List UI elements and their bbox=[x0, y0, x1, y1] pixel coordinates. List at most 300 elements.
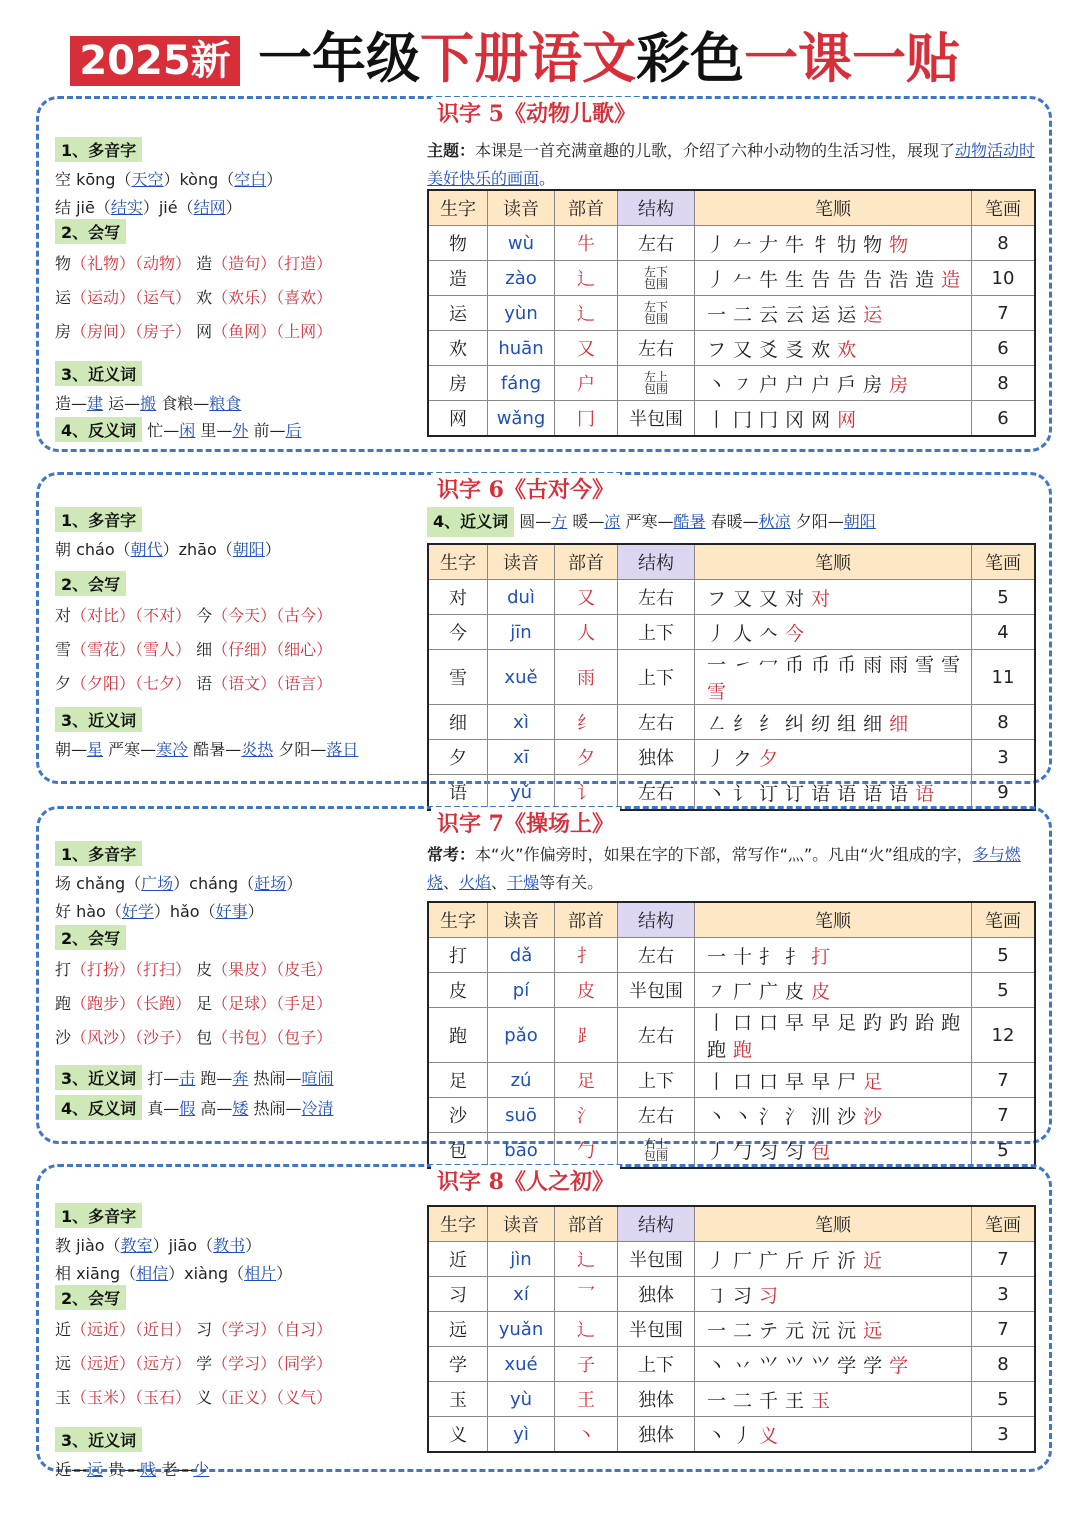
word: 夕阳— bbox=[795, 512, 844, 531]
stroke-step: 丨 bbox=[707, 408, 734, 431]
write-word: （手足） bbox=[276, 994, 333, 1013]
cell-radical: 辶 bbox=[555, 1312, 618, 1347]
cell-char: 雪 bbox=[428, 650, 488, 705]
stroke-step: ㇜ bbox=[707, 712, 734, 735]
poly-char: 空 kōng（ bbox=[55, 170, 132, 189]
stroke-step: 二 bbox=[733, 1389, 760, 1412]
stroke-step: 云 bbox=[785, 303, 812, 326]
poly-word: 结实 bbox=[110, 198, 143, 217]
write-word: （造句） bbox=[212, 254, 277, 273]
table-header: 部首 bbox=[555, 1206, 618, 1242]
poly-close: ） bbox=[225, 198, 242, 217]
polyphone-label: 1、多音字 bbox=[55, 841, 142, 866]
stroke-step: 一 bbox=[707, 1389, 734, 1412]
stroke-step: 订 bbox=[785, 782, 812, 805]
stroke-step: 皮 bbox=[785, 980, 812, 1003]
stroke-step: フ bbox=[707, 587, 734, 610]
stroke-step: 语 bbox=[811, 782, 838, 805]
stroke-step: 口 bbox=[759, 1070, 786, 1093]
stroke-step: 户 bbox=[811, 373, 838, 396]
cell-char: 足 bbox=[428, 1063, 488, 1098]
word: 酷暑— bbox=[193, 740, 242, 759]
antonym-label: 4、反义词 bbox=[55, 1095, 142, 1120]
stroke-step: 沅 bbox=[837, 1319, 864, 1342]
stroke-step: 丶 bbox=[707, 373, 734, 396]
stroke-step: 纟 bbox=[759, 712, 786, 735]
lesson-notes bbox=[51, 809, 426, 1141]
cell-pinyin: xuě bbox=[488, 650, 555, 705]
write-word: （果皮） bbox=[212, 960, 277, 979]
word-link: 闲 bbox=[179, 421, 196, 440]
write-word: （古今） bbox=[276, 606, 333, 625]
stroke-step: 学 bbox=[889, 1354, 916, 1377]
cell-stroke-order bbox=[695, 1008, 972, 1063]
word-link: 后 bbox=[285, 421, 302, 440]
polyphone-label: 1、多音字 bbox=[55, 507, 142, 532]
cell-pinyin: zào bbox=[488, 261, 555, 296]
polyphone-row bbox=[55, 871, 302, 894]
poly-close: ） bbox=[276, 1264, 293, 1283]
cell-pinyin: yùn bbox=[488, 296, 555, 331]
cell-stroke-order bbox=[695, 226, 972, 261]
write-block bbox=[55, 219, 126, 244]
cell-structure: 左右 bbox=[618, 775, 695, 811]
cell-char: 运 bbox=[428, 296, 488, 331]
cell-stroke-order bbox=[695, 705, 972, 740]
cell-structure: 独体 bbox=[618, 1417, 695, 1453]
word-link: 外 bbox=[232, 421, 249, 440]
stroke-step: 打 bbox=[811, 945, 838, 968]
synonym2-label: 4、近义词 bbox=[427, 507, 514, 537]
stroke-step: 跑 bbox=[941, 1012, 968, 1034]
cell-stroke-count: 10 bbox=[972, 261, 1036, 296]
table-header: 生字 bbox=[428, 544, 488, 580]
cell-stroke-order bbox=[695, 1098, 972, 1133]
word: 贵— bbox=[108, 1460, 141, 1479]
write-row bbox=[55, 603, 332, 626]
write-word: （不对） bbox=[135, 606, 192, 625]
structure-line: 包围 bbox=[643, 312, 668, 326]
stroke-step: 丶 bbox=[733, 1105, 760, 1128]
cell-structure: 半包围 bbox=[618, 401, 695, 437]
cell-stroke-order bbox=[695, 331, 972, 366]
cell-stroke-count: 8 bbox=[972, 366, 1036, 401]
cell-pinyin: yǔ bbox=[488, 775, 555, 811]
stroke-step: 告 bbox=[837, 268, 864, 291]
stroke-step: 细 bbox=[863, 712, 890, 735]
cell-stroke-count: 4 bbox=[972, 615, 1036, 650]
write-word: （沙子） bbox=[135, 1028, 192, 1047]
write-word: （打扮） bbox=[71, 960, 136, 979]
write-word: （运动） bbox=[71, 288, 136, 307]
table-header: 笔画 bbox=[972, 544, 1036, 580]
cell-pinyin: suō bbox=[488, 1098, 555, 1133]
cell-stroke-count: 7 bbox=[972, 1063, 1036, 1098]
stroke-step: 沙 bbox=[837, 1105, 864, 1128]
word: 春暖— bbox=[710, 512, 759, 531]
write-char: 跑 bbox=[55, 994, 72, 1013]
stroke-step: 运 bbox=[863, 303, 890, 326]
write-char: 今 bbox=[191, 606, 213, 625]
cell-stroke-count: 8 bbox=[972, 1347, 1036, 1382]
cell-char: 玉 bbox=[428, 1382, 488, 1417]
polyphone-block bbox=[55, 841, 142, 866]
write-word: （包子） bbox=[276, 1028, 333, 1047]
stroke-step: 扌 bbox=[759, 945, 786, 968]
lesson-title: 识字 5《动物儿歌》 bbox=[431, 97, 642, 128]
stroke-step: 丶 bbox=[707, 1354, 734, 1377]
write-label: 2、会写 bbox=[55, 1285, 126, 1310]
table-row bbox=[428, 331, 1035, 366]
stroke-step: 丿 bbox=[707, 622, 734, 645]
cell-pinyin: jīn bbox=[488, 615, 555, 650]
polyphone-row bbox=[55, 1233, 261, 1256]
polyphone-label: 1、多音字 bbox=[55, 1203, 142, 1228]
word: 朝— bbox=[55, 740, 88, 759]
poly-close: ） bbox=[264, 540, 281, 559]
cell-stroke-count: 11 bbox=[972, 650, 1036, 705]
stroke-step: 厂 bbox=[733, 980, 760, 1003]
cell-pinyin: zú bbox=[488, 1063, 555, 1098]
write-char: 造 bbox=[191, 254, 213, 273]
write-char: 网 bbox=[191, 322, 213, 341]
table-row bbox=[428, 296, 1035, 331]
stroke-step: 跑 bbox=[707, 1039, 734, 1061]
poly-word: 教室 bbox=[120, 1236, 153, 1255]
cell-char: 物 bbox=[428, 226, 488, 261]
word-link: 星 bbox=[87, 740, 104, 759]
write-word: （打扫） bbox=[135, 960, 192, 979]
stroke-step: 物 bbox=[863, 233, 890, 256]
cell-structure bbox=[618, 296, 695, 331]
poly-reading: ）jié（ bbox=[142, 198, 194, 217]
cell-stroke-order bbox=[695, 401, 972, 437]
poly-char: 朝 cháo（ bbox=[55, 540, 131, 559]
table-header: 结构 bbox=[618, 544, 695, 580]
stroke-step: 告 bbox=[863, 268, 890, 291]
synonym-block bbox=[55, 1065, 334, 1090]
note-label: 常考： bbox=[427, 845, 476, 864]
polyphone-label: 1、多音字 bbox=[55, 137, 142, 162]
cell-stroke-count: 7 bbox=[972, 296, 1036, 331]
cell-stroke-order bbox=[695, 261, 972, 296]
cell-stroke-order bbox=[695, 938, 972, 973]
write-char: 学 bbox=[191, 1354, 213, 1373]
poly-word: 朝阳 bbox=[232, 540, 265, 559]
cell-structure: 左右 bbox=[618, 938, 695, 973]
cell-pinyin: xī bbox=[488, 740, 555, 775]
table-header: 读音 bbox=[488, 1206, 555, 1242]
word-link: 粮食 bbox=[209, 394, 242, 413]
write-char: 义 bbox=[191, 1388, 213, 1407]
stroke-step: 包 bbox=[811, 1140, 838, 1163]
stroke-step: 十 bbox=[733, 945, 760, 968]
stroke-step: ㇆ bbox=[707, 1284, 734, 1307]
write-word: （同学） bbox=[276, 1354, 333, 1373]
cell-pinyin: wù bbox=[488, 226, 555, 261]
write-word: （正义） bbox=[212, 1388, 277, 1407]
word: 严寒— bbox=[625, 512, 674, 531]
table-row bbox=[428, 226, 1035, 261]
stroke-step: 组 bbox=[837, 712, 864, 735]
cell-char: 夕 bbox=[428, 740, 488, 775]
write-word: （房子） bbox=[135, 322, 192, 341]
write-label: 2、会写 bbox=[55, 219, 126, 244]
cell-radical: 王 bbox=[555, 1382, 618, 1417]
cell-char: 网 bbox=[428, 401, 488, 437]
stroke-step: 二 bbox=[733, 303, 760, 326]
cell-char: 远 bbox=[428, 1312, 488, 1347]
word-link: 方 bbox=[551, 512, 568, 531]
stroke-step: 浩 bbox=[889, 268, 916, 291]
write-word: （义气） bbox=[276, 1388, 333, 1407]
stroke-step: 冖 bbox=[759, 654, 786, 676]
cell-stroke-count: 7 bbox=[972, 1098, 1036, 1133]
cell-stroke-count: 9 bbox=[972, 775, 1036, 811]
stroke-step: 户 bbox=[785, 373, 812, 396]
stroke-step: 匀 bbox=[785, 1140, 812, 1163]
stroke-step: 云 bbox=[759, 303, 786, 326]
table-header: 结构 bbox=[618, 1206, 695, 1242]
stroke-step: 雪 bbox=[941, 654, 968, 676]
stroke-step: 丨 bbox=[707, 1012, 734, 1034]
word: 运— bbox=[108, 394, 141, 413]
synonym-row bbox=[55, 737, 358, 760]
cell-char: 细 bbox=[428, 705, 488, 740]
write-word: （书包） bbox=[212, 1028, 277, 1047]
write-word: （学习） bbox=[212, 1320, 277, 1339]
cell-pinyin: yù bbox=[488, 1382, 555, 1417]
poly-word: 结网 bbox=[193, 198, 226, 217]
cell-stroke-order bbox=[695, 366, 972, 401]
note-link: 火焰 bbox=[459, 873, 492, 892]
cell-stroke-order bbox=[695, 1417, 972, 1453]
stroke-step: 𠂉 bbox=[733, 268, 760, 291]
structure-line: 包围 bbox=[643, 277, 668, 291]
cell-stroke-count: 7 bbox=[972, 1242, 1036, 1277]
cell-radical: ⻊ bbox=[555, 1008, 618, 1063]
note-link: 多与燃烧 bbox=[427, 845, 1021, 892]
table-row bbox=[428, 1133, 1035, 1169]
word-link: 奔 bbox=[232, 1069, 249, 1088]
table-header: 笔顺 bbox=[695, 1206, 972, 1242]
table-row bbox=[428, 775, 1035, 811]
write-word: （运气） bbox=[135, 288, 192, 307]
poly-char: 场 chǎng（ bbox=[55, 874, 142, 893]
stroke-step: 广 bbox=[759, 980, 786, 1003]
poly-reading: ）cháng（ bbox=[173, 874, 255, 893]
write-word: （雪花） bbox=[71, 640, 136, 659]
write-row bbox=[55, 957, 332, 980]
stroke-step: 爻 bbox=[759, 338, 786, 361]
table-row bbox=[428, 650, 1035, 705]
stroke-step: 雨 bbox=[889, 654, 916, 676]
stroke-step: 币 bbox=[811, 654, 838, 676]
stroke-step: 沙 bbox=[863, 1105, 890, 1128]
table-row bbox=[428, 1417, 1035, 1453]
table-row bbox=[428, 1098, 1035, 1133]
lesson-section bbox=[36, 1164, 1052, 1479]
write-char: 包 bbox=[191, 1028, 213, 1047]
cell-structure: 独体 bbox=[618, 1277, 695, 1312]
stroke-step: 早 bbox=[785, 1012, 812, 1034]
cell-stroke-count: 8 bbox=[972, 705, 1036, 740]
stroke-table bbox=[427, 901, 1036, 1169]
stroke-step: 房 bbox=[889, 373, 916, 396]
cell-pinyin: pǎo bbox=[488, 1008, 555, 1063]
stroke-step: 对 bbox=[811, 587, 838, 610]
table-row bbox=[428, 1312, 1035, 1347]
cell-structure: 左右 bbox=[618, 226, 695, 261]
note-text: 本“火”作偏旁时，如果在字的下部，常写作“灬”。凡由“火”组成的字， bbox=[475, 845, 973, 864]
stroke-step: 一 bbox=[707, 303, 734, 326]
stroke-step: ⺍ bbox=[759, 1354, 786, 1377]
table-header: 读音 bbox=[488, 544, 555, 580]
stroke-step: 雪 bbox=[915, 654, 942, 676]
stroke-step: 冂 bbox=[759, 408, 786, 431]
word-link: 冷清 bbox=[301, 1099, 334, 1118]
page-title bbox=[258, 24, 960, 92]
stroke-step: 语 bbox=[915, 782, 942, 805]
cell-pinyin: bāo bbox=[488, 1133, 555, 1169]
cell-stroke-order bbox=[695, 650, 972, 705]
stroke-step: 雪 bbox=[707, 681, 734, 703]
stroke-step: 订 bbox=[759, 782, 786, 805]
note-end: 。 bbox=[539, 169, 556, 188]
cell-structure: 左右 bbox=[618, 1098, 695, 1133]
stroke-step: ㇇ bbox=[707, 980, 734, 1003]
table-row bbox=[428, 401, 1035, 437]
stroke-step: 冈 bbox=[785, 408, 812, 431]
write-word: （玉石） bbox=[135, 1388, 192, 1407]
stroke-step: 欢 bbox=[811, 338, 838, 361]
poly-char: 结 jiē（ bbox=[55, 198, 111, 217]
write-word: （房间） bbox=[71, 322, 136, 341]
poly-char: 相 xiāng（ bbox=[55, 1264, 137, 1283]
write-row bbox=[55, 1025, 332, 1048]
poly-word: 赶场 bbox=[254, 874, 287, 893]
write-word: （长跑） bbox=[135, 994, 192, 1013]
poly-word: 天空 bbox=[131, 170, 164, 189]
cell-pinyin: wǎng bbox=[488, 401, 555, 437]
cell-pinyin: xué bbox=[488, 1347, 555, 1382]
cell-stroke-count: 6 bbox=[972, 401, 1036, 437]
word-link: 假 bbox=[179, 1099, 196, 1118]
stroke-step: 雨 bbox=[863, 654, 890, 676]
word: 里— bbox=[200, 421, 233, 440]
stroke-step: 告 bbox=[811, 268, 838, 291]
stroke-step: 足 bbox=[863, 1070, 890, 1093]
stroke-step: 房 bbox=[863, 373, 890, 396]
table-row bbox=[428, 1382, 1035, 1417]
write-word: （雪人） bbox=[135, 640, 192, 659]
stroke-step: 早 bbox=[811, 1012, 838, 1034]
cell-radical: 皮 bbox=[555, 973, 618, 1008]
cell-structure bbox=[618, 261, 695, 296]
stroke-step: 运 bbox=[837, 303, 864, 326]
table-header: 读音 bbox=[488, 190, 555, 226]
structure-line: 包围 bbox=[643, 382, 668, 396]
lesson-section bbox=[36, 472, 1052, 805]
polyphone-row bbox=[55, 167, 282, 190]
write-char: 夕 bbox=[55, 674, 72, 693]
cell-pinyin: jìn bbox=[488, 1242, 555, 1277]
write-row bbox=[55, 1317, 332, 1340]
stroke-step: 早 bbox=[811, 1070, 838, 1093]
stroke-step: 尸 bbox=[837, 1070, 864, 1093]
table-header: 生字 bbox=[428, 902, 488, 938]
stroke-step: 皮 bbox=[811, 980, 838, 1003]
stroke-step: 币 bbox=[785, 654, 812, 676]
table-row bbox=[428, 1277, 1035, 1312]
write-char: 足 bbox=[191, 994, 213, 1013]
write-word: （语文） bbox=[212, 674, 277, 693]
cell-stroke-count: 8 bbox=[972, 226, 1036, 261]
word: 前— bbox=[253, 421, 286, 440]
cell-stroke-count: 3 bbox=[972, 740, 1036, 775]
stroke-step: 𠆢 bbox=[759, 622, 786, 645]
table-header: 生字 bbox=[428, 1206, 488, 1242]
poly-close: ） bbox=[245, 1236, 262, 1255]
cell-radical: 子 bbox=[555, 1347, 618, 1382]
write-char: 玉 bbox=[55, 1388, 72, 1407]
stroke-step: 广 bbox=[759, 1249, 786, 1272]
stroke-step: 语 bbox=[863, 782, 890, 805]
structure-line: 左下 bbox=[643, 300, 668, 314]
word: 暖— bbox=[572, 512, 605, 531]
note-link: 动物活动时美好快乐的画面 bbox=[427, 141, 1036, 188]
table-row bbox=[428, 261, 1035, 296]
write-word: （七夕） bbox=[135, 674, 192, 693]
table-header: 部首 bbox=[555, 190, 618, 226]
stroke-step: 王 bbox=[785, 1389, 812, 1412]
cell-pinyin: yì bbox=[488, 1417, 555, 1453]
stroke-step: ⺍ bbox=[785, 1354, 812, 1377]
word-link: 远 bbox=[87, 1460, 104, 1479]
lesson-title: 识字 6《古对今》 bbox=[431, 473, 620, 504]
write-char: 远 bbox=[55, 1354, 72, 1373]
stroke-step: 远 bbox=[863, 1319, 890, 1342]
write-word: （语言） bbox=[276, 674, 333, 693]
write-word: （细心） bbox=[276, 640, 333, 659]
synonym-label: 3、近义词 bbox=[55, 707, 142, 732]
stroke-step: ク bbox=[733, 747, 760, 770]
polyphone-block bbox=[55, 137, 142, 162]
polyphone-row bbox=[55, 537, 281, 560]
stroke-step: 氵 bbox=[785, 1105, 812, 1128]
word: 圆— bbox=[519, 512, 552, 531]
cell-stroke-order bbox=[695, 1133, 972, 1169]
cell-radical: 纟 bbox=[555, 705, 618, 740]
stroke-step: 丶 bbox=[707, 782, 734, 805]
write-word: （远近） bbox=[71, 1354, 136, 1373]
write-word: （风沙） bbox=[71, 1028, 136, 1047]
poly-close: ） bbox=[286, 874, 303, 893]
stroke-step: 习 bbox=[759, 1284, 786, 1307]
write-label: 2、会写 bbox=[55, 925, 126, 950]
table-header: 笔顺 bbox=[695, 902, 972, 938]
cell-structure: 半包围 bbox=[618, 1312, 695, 1347]
write-char: 打 bbox=[55, 960, 72, 979]
cell-stroke-order bbox=[695, 1242, 972, 1277]
stroke-step: 勹 bbox=[733, 1140, 760, 1163]
cell-stroke-order bbox=[695, 1382, 972, 1417]
lesson-note: 常考：本“火”作偏旁时，如果在字的下部，常写作“灬”。凡由“火”组成的字，多与燃烧、火焰、干燥等有关。 bbox=[427, 845, 1021, 892]
stroke-step: 足 bbox=[837, 1012, 864, 1034]
stroke-step: ㇇ bbox=[733, 373, 760, 396]
table-row bbox=[428, 1347, 1035, 1382]
cell-structure: 上下 bbox=[618, 615, 695, 650]
